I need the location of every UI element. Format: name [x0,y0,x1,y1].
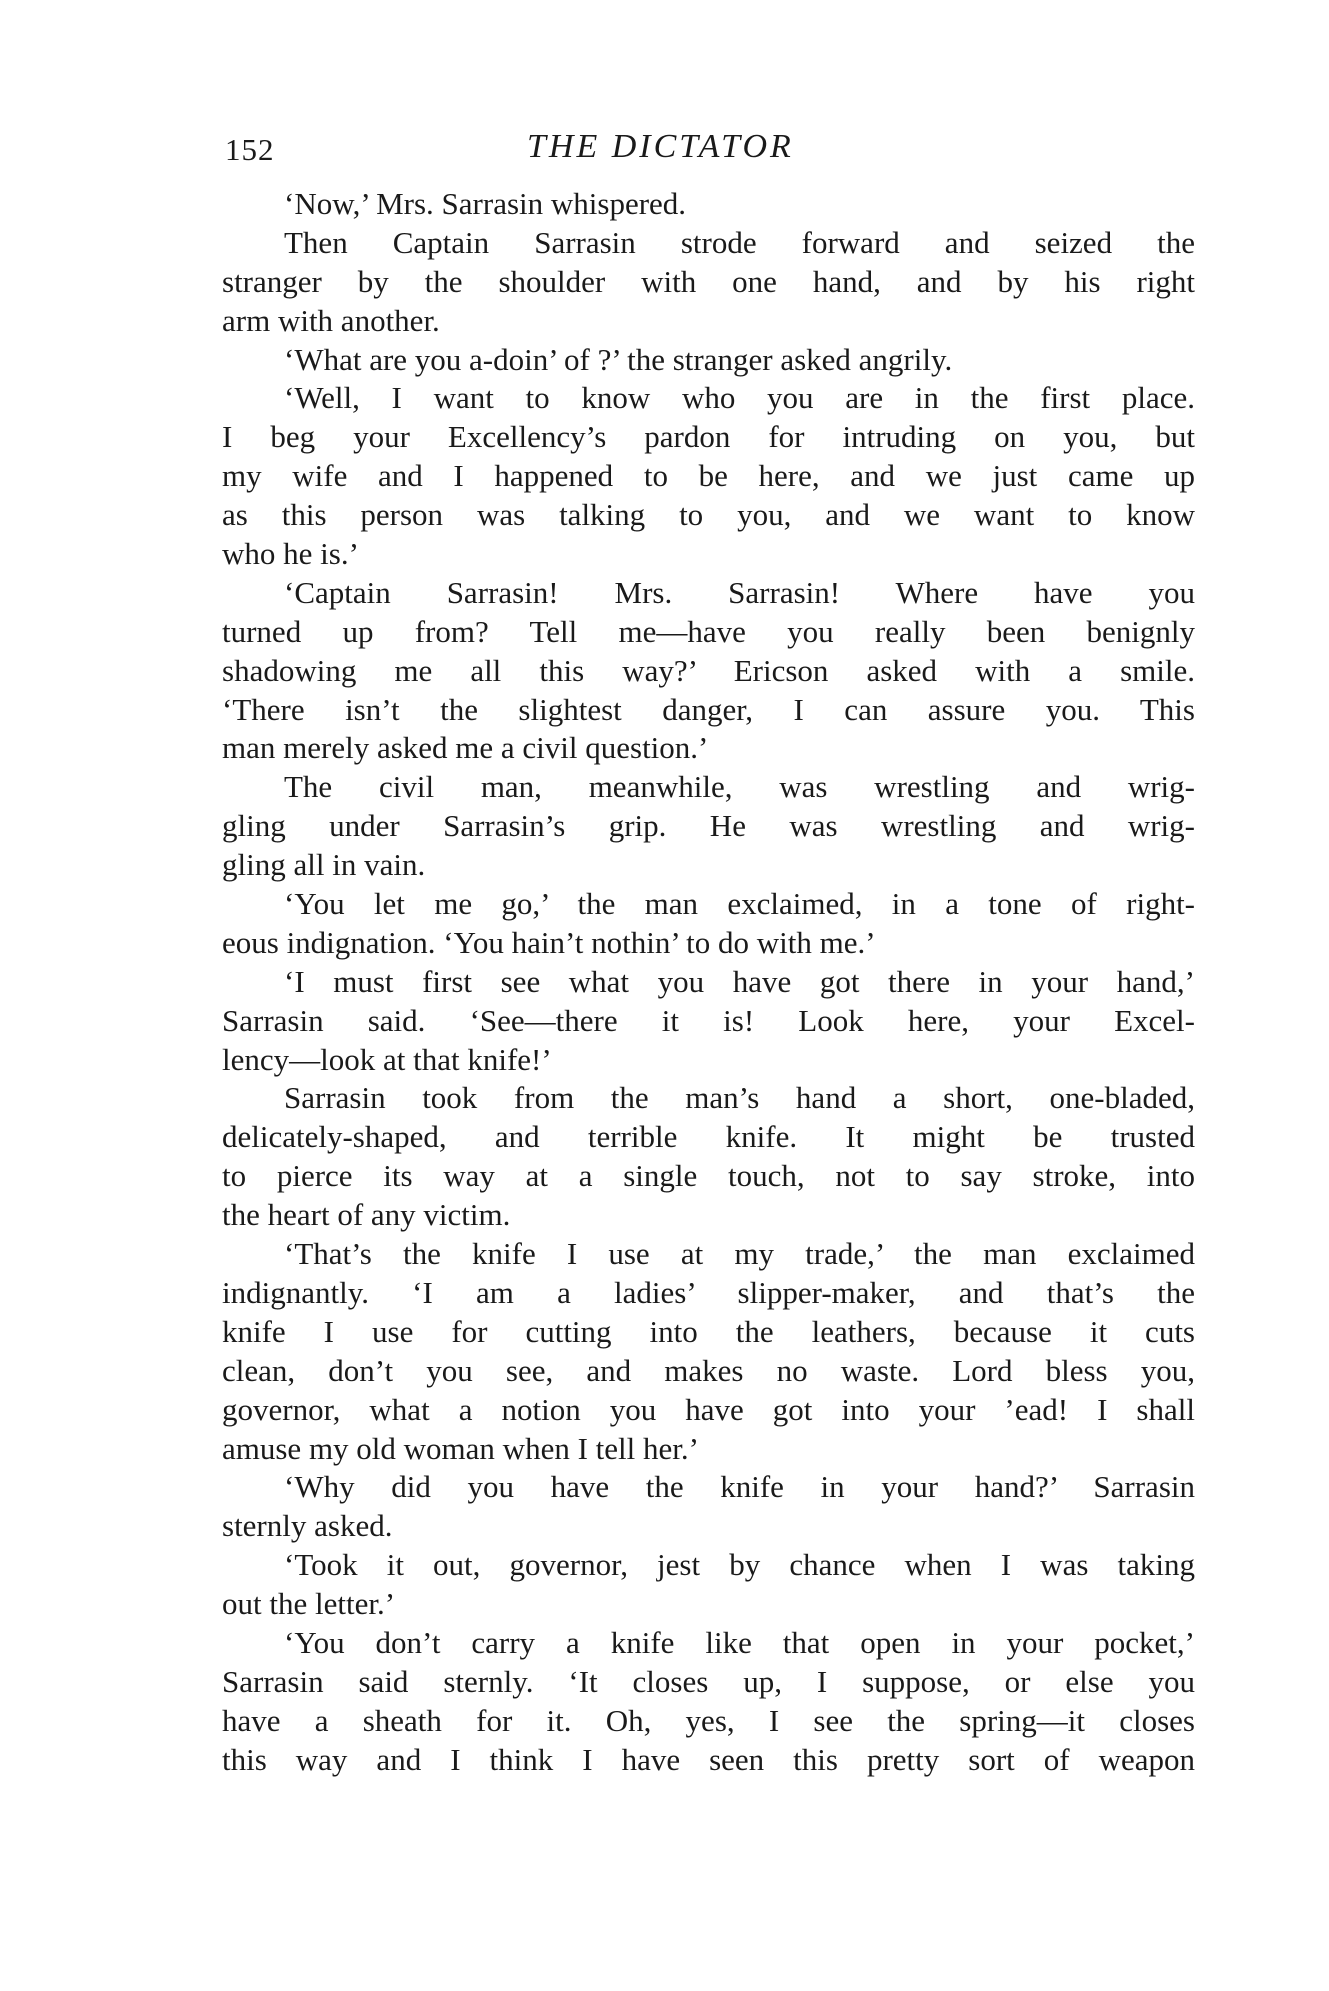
text-line: amuse my old woman when I tell her.’ [222,1430,699,1466]
text-line: Sarrasin took from the man’s hand a short, one-bladed, [284,1080,1195,1116]
text-line: the heart of any victim. [222,1197,511,1233]
body-text [222,185,1195,1780]
text-line: The civil man, meanwhile, was wrestling and wrig- [284,769,1195,805]
text-line: ‘There isn’t the slightest danger, I can assure you. This [222,691,1195,727]
text-line: to pierce its way at a single touch, not to say stroke, into [222,1158,1195,1194]
text-line: my wife and I happened to be here, and we just came up [222,458,1195,494]
text-line: ‘That’s the knife I use at my trade,’ the man exclaimed [284,1236,1195,1272]
text-line: stranger by the shoulder with one hand, and by his right [222,263,1195,299]
text-line: sternly asked. [222,1508,393,1544]
text-line: lency—look at that knife!’ [222,1041,552,1077]
text-line: this way and I think I have seen this pretty sort of weapon [222,1741,1195,1777]
text-line: gling all in vain. [222,847,426,883]
text-line: Sarrasin said. ‘See—there it is! Look here, your Excel- [222,1002,1195,1038]
text-line: ‘I must first see what you have got there in your hand,’ [284,963,1195,999]
running-head [225,128,1225,178]
text-line: ‘You don’t carry a knife like that open in your pocket,’ [284,1624,1195,1660]
text-line: indignantly. ‘I am a ladies’ slipper-maker, and that’s the [222,1274,1195,1310]
text-line: ‘Now,’ Mrs. Sarrasin whispered. [284,186,687,221]
text-line: who he is.’ [222,536,359,572]
text-line: have a sheath for it. Oh, yes, I see the spring—it closes [222,1702,1195,1738]
text-line: delicately-shaped, and terrible knife. It might be trusted [222,1119,1195,1155]
text-line: I beg your Excellency’s pardon for intruding on you, but [222,419,1195,455]
text-line: ‘What are you a-doin’ of ?’ the stranger asked angrily. [284,341,953,377]
text-line: Sarrasin said sternly. ‘It closes up, I suppose, or else you [222,1663,1195,1699]
text-line: out the letter.’ [222,1586,396,1622]
text-line: man merely asked me a civil question.’ [222,730,709,766]
running-title: THE DICTATOR [527,128,794,165]
text-line: arm with another. [222,302,440,338]
text-line: eous indignation. ‘You hain’t nothin’ to do with me.’ [222,924,876,960]
text-line: gling under Sarrasin’s grip. He was wrestling and wrig- [222,808,1195,844]
text-line: ‘Took it out, governor, jest by chance when I was taking [284,1547,1195,1583]
text-line: clean, don’t you see, and makes no waste. Lord bless you, [222,1352,1195,1388]
text-line: as this person was talking to you, and we want to know [222,497,1195,533]
text-line: knife I use for cutting into the leathers, because it cuts [222,1313,1195,1349]
text-line: governor, what a notion you have got into your ’ead! I shall [222,1391,1195,1427]
text-line: ‘Why did you have the knife in your hand?’ Sarrasin [284,1469,1195,1505]
text-line: shadowing me all this way?’ Ericson asked with a smile. [222,652,1195,688]
text-line: ‘Captain Sarrasin! Mrs. Sarrasin! Where have you [284,574,1195,610]
text-line: turned up from? Tell me—have you really been benignly [222,613,1195,649]
text-line: Then Captain Sarrasin strode forward and seized the [284,224,1195,260]
text-line: ‘You let me go,’ the man exclaimed, in a tone of right- [284,886,1195,922]
text-line: ‘Well, I want to know who you are in the first place. [284,380,1195,416]
page-number: 152 [225,132,275,167]
